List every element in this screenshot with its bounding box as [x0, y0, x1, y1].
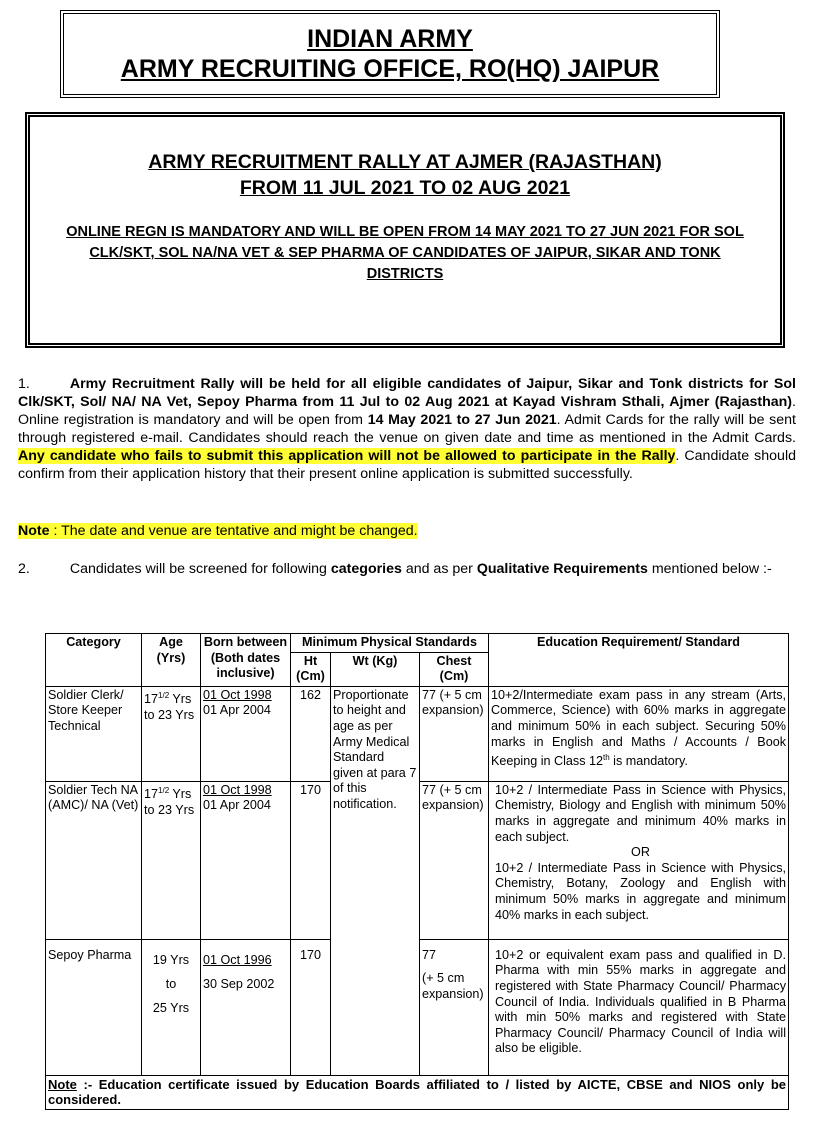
table-note: [46, 1075, 789, 1109]
cell-age: [142, 781, 201, 939]
age-from: 19 Yrs: [152, 952, 190, 967]
note-text: : The date and venue are tentative and might be changed.: [49, 523, 418, 539]
education-text-end: is mandatory.: [609, 754, 688, 769]
cell-category: Sepoy Pharma: [46, 939, 142, 1075]
cell-height: 170: [291, 781, 331, 939]
header-category: Category: [46, 634, 142, 687]
cell-chest: 77 (+ 5 cm expansion): [420, 686, 489, 781]
cell-height: 162: [291, 686, 331, 781]
paragraph-1: [18, 375, 796, 483]
cell-category: Soldier Clerk/ Store Keeper Technical: [46, 686, 142, 781]
note-line: [18, 522, 796, 540]
rally-title-line1: ARMY RECRUITMENT RALLY AT AJMER (RAJASTHAN): [148, 151, 662, 173]
born-from: 01 Oct 1998: [203, 687, 272, 702]
para-text: . Online registration is mandatory and will be open from: [18, 394, 796, 428]
born-from: 01 Oct 1996: [203, 952, 272, 967]
chest-expansion: (+ 5 cm expansion): [422, 971, 484, 1001]
header-box: [60, 10, 720, 98]
para-text: mentioned below :-: [647, 561, 772, 577]
education-sup: th: [603, 753, 610, 763]
header-education: Education Requirement/ Standard: [489, 634, 789, 687]
header-chest: Chest (Cm): [420, 652, 489, 686]
cell-education: 10+2 or equivalent exam pass and qualified in D. Pharma with min 55% marks in aggregate and registered with State Pharmacy Council/ Pharmacy Council of India. Individuals qualified in B Pharma with min 50% marks and registered with State Pharmacy Council/ Pharmacy Council of India will also be eligible.: [489, 939, 789, 1075]
cell-education: [489, 686, 789, 781]
para-number: 2.: [18, 561, 30, 577]
header-wt: Wt (Kg): [331, 652, 420, 686]
age-fraction: 1/2: [158, 785, 170, 795]
cell-height: 170: [291, 939, 331, 1075]
para-text: . Admit Cards for the rally will be sent through registered e-mail. Candidates should reach the venue on given date and time as mentioned in the Admit Cards.: [18, 412, 796, 446]
paragraph-2: [18, 560, 796, 578]
age-to-word: to: [165, 976, 177, 991]
para-text: Candidates will be screened for following: [69, 561, 331, 577]
cell-chest: [420, 939, 489, 1075]
rally-banner: [25, 112, 785, 348]
age-fraction: 1/2: [158, 690, 170, 700]
age-range: Yrs to 23 Yrs: [144, 691, 195, 722]
warning-highlight: Any candidate who fails to submit this application will not be allowed to participate in the Rally: [18, 448, 676, 464]
para-number: 1.: [18, 376, 30, 392]
born-from: 01 Oct 1998: [203, 782, 272, 797]
header-born: Born between (Both dates inclusive): [201, 634, 291, 687]
table-note-row: [46, 1075, 789, 1109]
cell-education: [489, 781, 789, 939]
cell-born: [201, 781, 291, 939]
cell-born: [201, 939, 291, 1075]
registration-dates: 14 May 2021 to 27 Jun 2021: [367, 412, 557, 428]
age-value: 17: [144, 786, 159, 801]
rally-details: Army Recruitment Rally will be held for all eligible candidates of Jaipur, Sikar and Tonk districts for Sol Clk/SKT, Sol/ NA/ NA Vet, Sepoy Pharma from 11 Jul to 02 Aug 2021 at Kayad Vishram Sthali, Ajmer (Rajasthan): [18, 376, 796, 410]
table-row: [46, 686, 789, 781]
para-text: and as per: [401, 561, 477, 577]
para-text: . Candidate should confirm from their application history that their present online application is submitted successfully.: [18, 448, 796, 482]
education-option-2: 10+2 / Intermediate Pass in Science with Physics, Chemistry, Botany, Zoology and English with minimum 50% marks in aggregate and minimum 40% marks in each subject.: [495, 860, 786, 922]
cell-chest: 77 (+ 5 cm expansion): [420, 781, 489, 939]
age-range: Yrs to 23 Yrs: [144, 786, 195, 817]
table-note-text: :- Education certificate issued by Education Boards affiliated to / listed by AICTE, CBSE and NIOS only be considered.: [48, 1076, 786, 1108]
header-mps: Minimum Physical Standards: [291, 634, 489, 653]
table-note-label: Note: [48, 1076, 77, 1092]
cell-born: [201, 686, 291, 781]
education-option-1: 10+2 / Intermediate Pass in Science with Physics, Chemistry, Biology and English with minimum 50% marks in aggregate and minimum 40% marks in each subject.: [495, 782, 786, 844]
org-title: INDIAN ARMY: [307, 25, 473, 53]
registration-notice: ONLINE REGN IS MANDATORY AND WILL BE OPEN FROM 14 MAY 2021 TO 27 JUN 2021 FOR SOL CLK/SKT, SOL NA/NA VET & SEP PHARMA OF CANDIDATES OF JAIPUR, SIKAR AND TONK DISTRICTS: [66, 224, 744, 282]
cell-age: [142, 939, 201, 1075]
office-title: ARMY RECRUITING OFFICE, RO(HQ) JAIPUR: [120, 55, 660, 83]
categories-bold: categories: [330, 561, 402, 577]
born-to: 30 Sep 2002: [203, 976, 275, 991]
rally-title-line2: FROM 11 JUL 2021 TO 02 AUG 2021: [239, 177, 571, 199]
header-ht: Ht (Cm): [291, 652, 331, 686]
age-value: 17: [144, 691, 159, 706]
age-to: 25 Yrs: [152, 1000, 190, 1015]
note-label: Note: [18, 523, 50, 539]
cell-age: [142, 686, 201, 781]
education-text: 10+2/Intermediate exam pass in any stream (Arts, Commerce, Science) with 60% marks in aggregate and minimum 50% in each subject. Securing 50% marks in English and Maths / Accounts / Book Keeping in Class 12: [491, 687, 786, 769]
qr-bold: Qualitative Requirements: [476, 561, 648, 577]
born-to: 01 Apr 2004: [203, 703, 271, 718]
cell-category: Soldier Tech NA (AMC)/ NA (Vet): [46, 781, 142, 939]
born-to: 01 Apr 2004: [203, 798, 271, 813]
education-or: OR: [631, 845, 650, 860]
cell-weight: Proportionate to height and age as per Army Medical Standard given at para 7 of this notification.: [331, 686, 420, 1075]
chest-value: 77: [422, 947, 437, 962]
header-age: Age (Yrs): [142, 634, 201, 687]
requirements-table: [45, 633, 789, 1110]
rally-title: [30, 149, 780, 201]
